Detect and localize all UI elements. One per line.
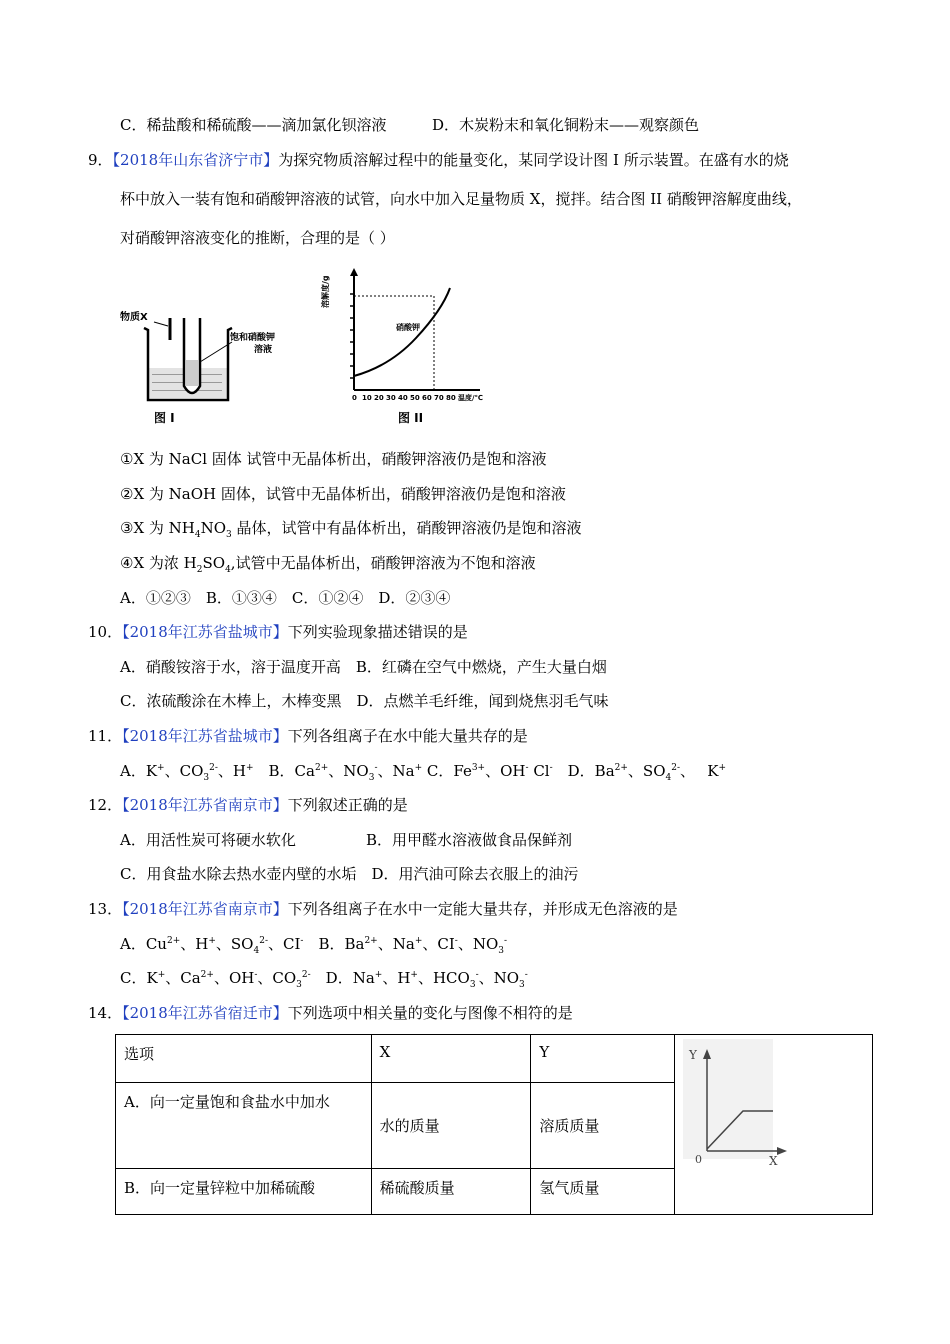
q9-stem3: 对硝酸钾溶液变化的推断，合理的是（ ） [120, 229, 395, 247]
figure-1-apparatus [120, 290, 330, 430]
q8-option-d: D．木炭粉末和氧化铜粉末——观察颜色 [432, 116, 700, 134]
q13-stem: 13．【2018年江苏省南京市】下列各组离子在水中一定能大量共存，并形成无色溶液的是 [88, 900, 678, 918]
q9-source: 【2018年山东省济宁市】 [112, 151, 279, 169]
q9-statement-4: ④X 为浓 $H_2SO_4$,试管中无晶体析出，硝酸钾溶液为不饱和溶液 [120, 554, 536, 575]
q9-statement-1: ①X 为 NaCl 固体 试管中无晶体析出，硝酸钾溶液仍是饱和溶液 [120, 450, 547, 468]
q12-source: 【2018年江苏省南京市】 [122, 796, 288, 814]
q12-option-b: B．用甲醛水溶液做食品保鲜剂 [366, 831, 573, 849]
graph-x-arrow [777, 1147, 787, 1155]
y-axis-label: 溶解度/g [321, 275, 330, 308]
q9-stem2: 杯中放入一装有饱和硝酸钾溶液的试管，向水中加入足量物质 X，搅拌。结合图 II 硝酸钾溶解度曲线， [120, 190, 802, 208]
header-option: 选项 [116, 1035, 372, 1083]
q9-stem1: 为探究物质溶解过程中的能量变化，某同学设计图 I 所示装置。在盛有水的烧 [278, 151, 789, 169]
q10-options-cd: C．浓硫酸涂在木棒上，木棒变黑 D．点燃羊毛纤维，闻到烧焦羽毛气味 [120, 692, 609, 710]
q13-options-cd: C．K+、$Ca^{2+}$、OH-、$CO_3^{2-}$ D．Na+、H+、$HCO_3^-$、$NO_3^-$ [120, 969, 528, 990]
q9-statement-3: ③X 为 $NH_4NO_3$ 晶体，试管中有晶体析出，硝酸钾溶液仍是饱和溶液 [120, 519, 582, 540]
x-axis-label: 温度/℃ [458, 394, 484, 402]
header-x: X [371, 1035, 531, 1083]
table-header-row [116, 1035, 873, 1083]
q13-source: 【2018年江苏省南京市】 [122, 900, 288, 918]
figure-1-caption: 图 I [154, 411, 175, 425]
q11-stem: 11．【2018年江苏省盐城市】下列各组离子在水中能大量共存的是 [88, 727, 528, 745]
label-solution: 溶液 [254, 345, 273, 355]
row-a-y: 溶质质量 [531, 1083, 675, 1169]
q12-options-cd: C．用食盐水除去热水壶内壁的水垢 D．用汽油可除去衣服上的油污 [120, 865, 579, 883]
q11-options: A．K+、$CO_3^{2-}$、H+ B．$Ca^{2+}$、$NO_3^-$、Na+ C．$Fe^{3+}$、OH- Cl- D．$Ba^{2+}$、$SO_4^{2-}$、 K+ [120, 762, 727, 783]
svg-text:10: 10 [362, 394, 372, 402]
svg-text:40: 40 [398, 394, 408, 402]
row-b-x: 稀硫酸质量 [371, 1169, 531, 1215]
row-b-option: B．向一定量锌粒中加稀硫酸 [116, 1169, 372, 1215]
graph-origin-label: 0 [695, 1153, 703, 1166]
q12-stem: 12．【2018年江苏省南京市】下列叙述正确的是 [88, 796, 408, 814]
header-y: Y [531, 1035, 675, 1083]
q9-statement-2: ②X 为 NaOH 固体，试管中无晶体析出，硝酸钾溶液仍是饱和溶液 [120, 485, 566, 503]
graph-y-label: Y [689, 1048, 698, 1062]
svg-text:70: 70 [434, 394, 444, 402]
q9-stem-line1 [88, 149, 789, 171]
q10-options-ab: A．硝酸铵溶于水，溶于温度开高 B．红磷在空气中燃烧，产生大量白烟 [120, 658, 607, 676]
q14-table [115, 1034, 873, 1215]
q9-number: 9． [88, 151, 113, 169]
row-a-x: 水的质量 [371, 1083, 531, 1169]
x-tick-labels [352, 394, 456, 402]
graph-x-label: X [769, 1154, 778, 1168]
svg-text:80: 80 [446, 394, 456, 402]
graph-cell [675, 1035, 873, 1215]
kno3-curve [354, 288, 450, 376]
svg-text:30: 30 [386, 394, 396, 402]
svg-text:60: 60 [422, 394, 432, 402]
y-axis-arrow [350, 268, 358, 276]
q10-stem: 10．【2018年江苏省盐城市】下列实验现象描述错误的是 [88, 623, 468, 641]
label-saturated-kno3: 饱和硝酸钾 [230, 333, 276, 343]
svg-text:0: 0 [352, 394, 357, 402]
row-b-y: 氢气质量 [531, 1169, 675, 1215]
q14-graph [683, 1039, 793, 1169]
svg-text:20: 20 [374, 394, 384, 402]
q13-options-ab: A．$Cu^{2+}$、H+、$SO_4^{2-}$、CI- B．$Ba^{2+}$、Na+、CI-、$NO_3^-$ [120, 935, 508, 956]
q11-source: 【2018年江苏省盐城市】 [122, 727, 288, 745]
label-x-pointer [154, 322, 168, 326]
q14-source: 【2018年江苏省宿迁市】 [122, 1004, 288, 1022]
row-a-option: A．向一定量饱和食盐水中加水 [116, 1083, 372, 1169]
q8-option-c: C．稀盐酸和稀硫酸——滴加氯化钡溶液 [120, 116, 387, 134]
label-x: 物质X [120, 312, 148, 323]
q10-source: 【2018年江苏省盐城市】 [122, 623, 288, 641]
svg-text:50: 50 [410, 394, 420, 402]
figure-2-solubility-chart [320, 266, 510, 432]
curve-label: 硝酸钾 [396, 323, 420, 332]
q9-options: A．①②③ B．①③④ C．①②④ D．②③④ [120, 589, 451, 607]
figure-2-caption: 图 II [398, 411, 424, 425]
test-tube-solution [186, 360, 198, 386]
q14-stem: 14．【2018年江苏省宿迁市】下列选项中相关量的变化与图像不相符的是 [88, 1004, 573, 1022]
q12-option-a: A．用活性炭可将硬水软化 [120, 831, 296, 849]
